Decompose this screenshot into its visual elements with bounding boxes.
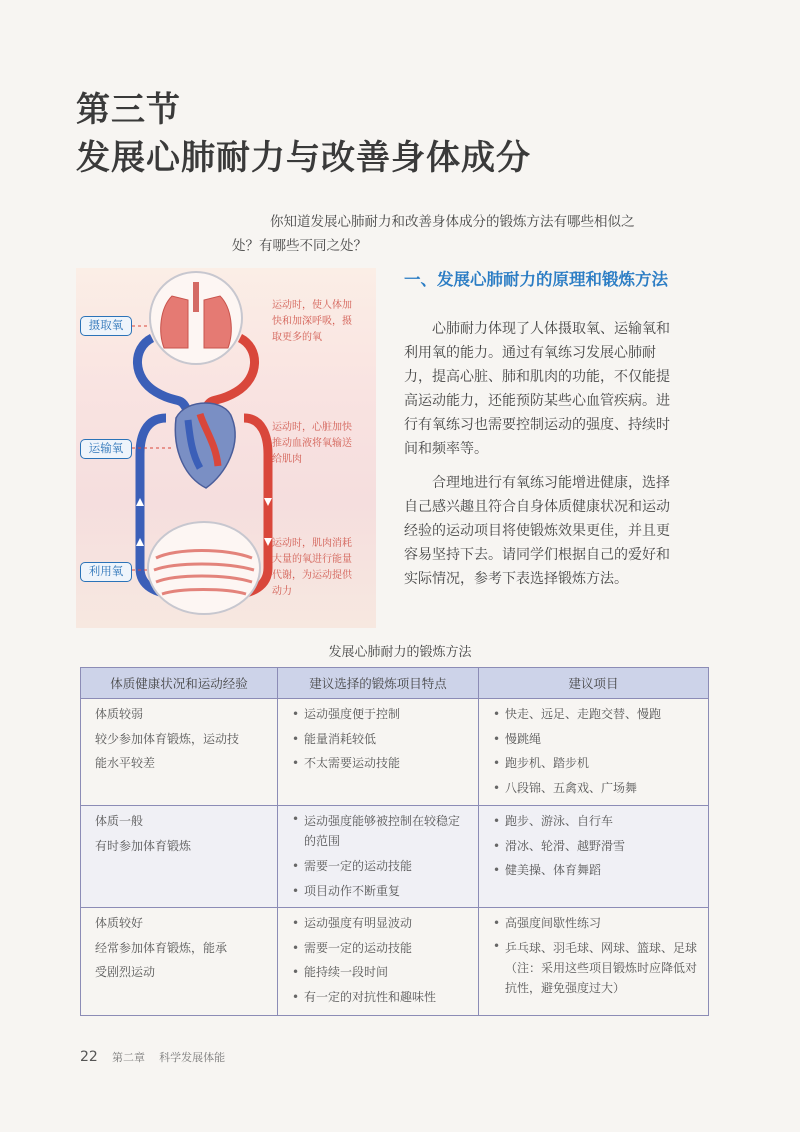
subsection-heading: 一、发展心肺耐力的原理和锻炼方法	[404, 270, 668, 289]
condition-desc: 较少参加体育锻炼，运动技	[95, 731, 240, 746]
paragraph-line: 心肺耐力体现了人体摄取氧、运输氧和	[432, 321, 670, 337]
paragraph-line: 合理地进行有氧练习能增进健康，选择	[432, 475, 670, 491]
intro-line-2: 处？有哪些不同之处？	[232, 238, 367, 254]
table-row	[81, 806, 709, 908]
label-intake-oxygen: 摄取氧	[80, 316, 132, 336]
paragraph-line: 力，提高心脏、肺和肌肉的功能，不仅能提	[404, 369, 670, 385]
trachea	[193, 282, 199, 312]
note-lungs-line: 取更多的氧	[272, 332, 322, 343]
section-number-title: 第三节	[76, 90, 181, 130]
paragraph-line: 容易坚持下去。请同学们根据自己的爱好和	[404, 547, 670, 563]
paragraph-line: 利用氧的能力。通过有氧练习发展心肺耐	[404, 345, 656, 361]
page-footer	[80, 1049, 225, 1065]
header-features: 建议选择的锻炼项目特点	[278, 668, 479, 699]
feature-item: • 运动强度有明显波动	[292, 911, 468, 936]
intro-line-1: 你知道发展心肺耐力和改善身体成分的锻炼方法有哪些相似之	[270, 214, 635, 230]
note-muscle-line: 大量的氧进行能量	[272, 554, 352, 565]
suggested-item: • 健美操、体育舞蹈	[493, 858, 698, 883]
suggested-item: • 快走、远足、走跑交替、慢跑	[493, 702, 698, 727]
cell-items	[479, 908, 709, 1016]
table-row	[81, 908, 709, 1016]
feature-item: • 能持续一段时间	[292, 960, 468, 985]
condition-desc: 能水平较差	[95, 756, 156, 770]
page-number: 22	[80, 1049, 98, 1065]
cell-items	[479, 699, 709, 806]
paragraph-line: 实际情况，参考下表选择锻炼方法。	[404, 571, 628, 587]
feature-item: • 能量消耗较低	[292, 727, 468, 752]
paragraph-1	[404, 317, 724, 461]
feature-item: • 需要一定的运动技能	[292, 854, 468, 879]
exercise-methods-table	[80, 667, 709, 1016]
condition-title: 体质较好	[95, 916, 144, 930]
note-heart-line: 给肌肉	[272, 454, 302, 465]
table-row	[81, 699, 709, 806]
feature-item: • 需要一定的运动技能	[292, 936, 468, 961]
condition-desc: 有时参加体育锻炼	[95, 838, 192, 853]
suggested-item: • 滑冰、轮滑、越野滑雪	[493, 834, 698, 859]
feature-item: • 项目动作不断重复	[292, 879, 468, 904]
header-condition: 体质健康状况和运动经验	[81, 668, 278, 699]
condition-desc: 经常参加体育锻炼，能承	[95, 940, 228, 955]
suggested-item: • 跑步、游泳、自行车	[493, 809, 698, 834]
note-lungs	[272, 298, 376, 346]
feature-item: • 不太需要运动技能	[292, 751, 468, 776]
table-caption: 发展心肺耐力的锻炼方法	[328, 645, 472, 660]
suggested-item: • 乒乓球、羽毛球、网球、篮球、足球（注：采用这些项目锻炼时应降低对抗性，避免强度过大）	[493, 936, 698, 998]
note-heart	[272, 420, 376, 468]
note-muscle-line: 运动时，肌肉消耗	[272, 538, 352, 549]
paragraph-line: 行有氧练习也需要控制运动的强度、持续时	[404, 417, 670, 433]
cell-features	[278, 699, 479, 806]
cell-condition	[81, 908, 278, 1016]
cell-items	[479, 806, 709, 908]
feature-item: • 运动强度能够被控制在较稳定的范围	[292, 809, 468, 854]
feature-item: • 运动强度便于控制	[292, 702, 468, 727]
suggested-item: • 高强度间歇性练习	[493, 911, 698, 936]
cell-condition	[81, 699, 278, 806]
feature-item: • 有一定的对抗性和趣味性	[292, 985, 468, 1010]
chapter-title: 科学发展体能	[159, 1051, 226, 1064]
section-main-title: 发展心肺耐力与改善身体成分	[76, 138, 531, 178]
table-header-row	[81, 668, 709, 699]
heart	[175, 403, 235, 488]
note-muscle-line: 代谢，为运动提供	[272, 570, 352, 581]
oxygen-circulation-diagram	[76, 268, 376, 628]
paragraph-line: 自己感兴趣且符合自身体质健康状况和运动	[404, 499, 670, 515]
note-muscle	[272, 536, 376, 600]
note-heart-line: 推动血液将氧输送	[272, 438, 352, 449]
cell-features	[278, 908, 479, 1016]
intro-question	[232, 210, 732, 258]
chapter-label: 第二章	[111, 1051, 145, 1064]
label-use-oxygen: 利用氧	[80, 562, 132, 582]
condition-title: 体质较弱	[95, 707, 144, 721]
note-lungs-line: 运动时，使人体加	[272, 300, 352, 311]
note-heart-line: 运动时，心脏加快	[272, 422, 352, 433]
suggested-item: • 八段锦、五禽戏、广场舞	[493, 776, 698, 801]
paragraph-line: 经验的运动项目将使锻炼效果更佳，并且更	[404, 523, 670, 539]
note-muscle-line: 动力	[272, 586, 292, 597]
condition-desc: 受剧烈运动	[95, 965, 156, 979]
suggested-item: • 慢跳绳	[493, 727, 698, 752]
label-transport-oxygen: 运输氧	[80, 439, 132, 459]
header-items: 建议项目	[479, 668, 709, 699]
paragraph-line: 高运动能力，还能预防某些心血管疾病。进	[404, 393, 670, 409]
cell-features	[278, 806, 479, 908]
cell-condition	[81, 806, 278, 908]
condition-title: 体质一般	[95, 814, 144, 828]
paragraph-line: 间和频率等。	[404, 441, 488, 457]
suggested-item: • 跑步机、踏步机	[493, 751, 698, 776]
paragraph-2	[404, 471, 724, 591]
note-lungs-line: 快和加深呼吸，摄	[272, 316, 352, 327]
